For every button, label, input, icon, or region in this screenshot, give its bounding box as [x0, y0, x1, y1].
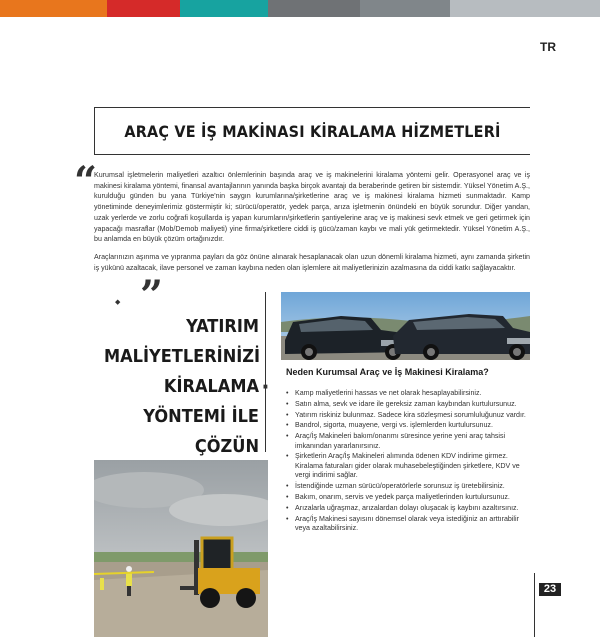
- list-item: • Bandrol, sigorta, muayene, vergi vs. işlemlerden kurtulursunuz.: [286, 421, 530, 431]
- stripe-teal: [180, 0, 268, 17]
- list-title: Neden Kurumsal Araç ve İş Makinesi Kiralama?: [286, 367, 489, 377]
- marker-icon: ◆: [115, 299, 121, 306]
- list-item: • Kamp maliyetlerini hassas ve net olarak hesaplayabilirsiniz.: [286, 389, 530, 399]
- list-item: • Şirketlerin Araç/İş Makineleri alımında ödenen KDV indirime girmez. Kiralama faturaları gider olarak muhasebeleştiğinden şirketlere, KDV ve vergi indirimi sağlar.: [286, 452, 530, 481]
- heading-line: MALİYETLERİNİZİ: [104, 346, 261, 367]
- intro-paragraph-1: Kurumsal işletmelerin maliyetleri azaltıcı önlemlerinin başında araç ve iş makinelerini kiralama yöntemi gelir. Operasyonel araç ve iş makinesi kiralama yöntemi, finansal avantajlarının yanında başka birçok avantajı da beraberinde getiren bir sistemdir. Yüksel Yönetim A.Ş., kurulduğu günden bu yana Türkiye'nin saygın kurumlarına/şirketlerine araç ve iş makinesi kiralama hizmeti sunmaktadır. Kamp yönetiminde deneyimlerimiz göstermiştir ki; sürücü/operatör, yedek parça, arıza işletmenin önündeki en büyük sorundur. Diğer yandan, uzak yerlerde ve zorlu coğrafi koşullarda iş yapan kurumların/şirketlerin şantiyelerine araç ve iş makinesi sevk etmek ve geri getirmek için yapacağı masraflar (Mob/Demob maliyeti) yine firma/şirketlere ciddi iş gücü/zaman kaybı ve mali yük getirmektedir. Yüksel Yönetim A.Ş., bu anlamda en büyük çözüm ortağınızdır.: [94, 171, 530, 244]
- stripe-gray: [360, 0, 450, 17]
- language-tag: TR: [540, 40, 556, 54]
- cars-photo: [281, 292, 530, 360]
- title-box: [94, 107, 530, 155]
- list-item: • Satın alma, sevk ve idare ile gereksiz zaman kaybından kurtulursunuz.: [286, 400, 530, 410]
- stripe-orange: [0, 0, 107, 17]
- list-item: • Arızalarla uğraşmaz, arızalardan dolayı oluşacak iş kaybını azaltırsınız.: [286, 504, 530, 514]
- heading-line: YATIRIM: [186, 316, 259, 337]
- list-item: • Bakım, onarım, servis ve yedek parça maliyetlerinden kurtulursunuz.: [286, 493, 530, 503]
- page-divider-line: [534, 573, 535, 637]
- divider-line: [265, 292, 266, 452]
- list-item: • Araç/İş Makinesi sayısını dönemsel olarak veya istediğiniz an arttırabilir veya azaltabilirsiniz.: [286, 515, 530, 534]
- heading-line: ÇÖZÜN: [194, 436, 259, 457]
- benefits-list: [286, 389, 530, 535]
- stripe-light-gray: [450, 0, 600, 17]
- color-stripe-bar: [0, 0, 600, 17]
- forklift-photo: [94, 460, 268, 637]
- divider-dot-icon: ■: [263, 382, 268, 391]
- open-quote-icon: “: [74, 158, 98, 205]
- pull-heading: [104, 312, 259, 462]
- heading-line: YÖNTEMİ İLE: [143, 406, 259, 427]
- list-item: • İstendiğinde uzman sürücü/operatörlerle sorunsuz iş üretebilirsiniz.: [286, 482, 530, 492]
- list-item: • Araç/İş Makineleri bakım/onarımı süresince yerine yeni araç tahsisi imkanından yararlanırsınız.: [286, 432, 530, 451]
- article-title: ARAÇ VE İŞ MAKİNASI KİRALAMA HİZMETLERİ: [124, 122, 501, 141]
- page-number: 23: [539, 583, 561, 596]
- heading-line: KİRALAMA: [163, 376, 259, 397]
- close-quote-icon: ”: [140, 272, 164, 319]
- stripe-dark-gray: [268, 0, 360, 17]
- list-item: • Yatırım riskiniz bulunmaz. Sadece kira sözleşmesi sorumluluğunuz vardır.: [286, 411, 530, 421]
- intro-paragraph-2: Araçlarınızın aşınma ve yıpranma payları da göz önüne alınarak hesaplanacak olan uzun dönemli kiralama hizmeti, aynı zamanda şirketin iş yükünü azaltacak, ilave personel ve zaman kaybına neden olan işlemlere ait maliyetlerinizin azalmasına da ciddi katkı sağlayacaktır.: [94, 252, 530, 272]
- intro-text: [94, 170, 530, 280]
- stripe-red: [107, 0, 180, 17]
